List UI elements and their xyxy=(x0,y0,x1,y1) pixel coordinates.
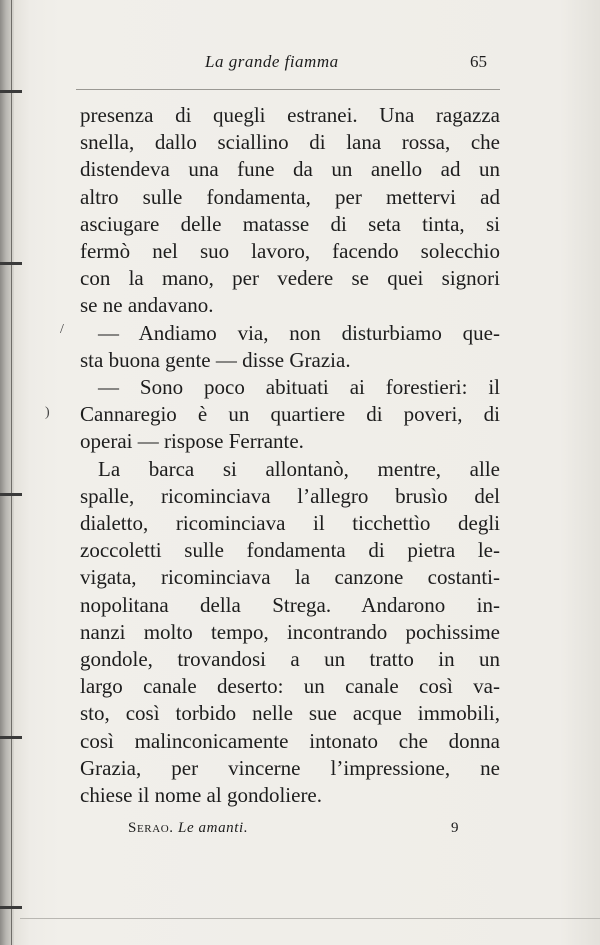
text-line: dialetto, ricominciava il ticchettìo degli xyxy=(80,511,500,536)
signature-line xyxy=(128,820,248,837)
text-line: con la mano, per vedere se quei signori xyxy=(80,266,500,291)
text-line: presenza di quegli estranei. Una ragazza xyxy=(80,103,500,127)
margin-mark: ) xyxy=(45,405,50,420)
text-line: così malinconicamente intonato che donna xyxy=(80,728,500,753)
binding-stitch xyxy=(0,493,22,496)
binding-stitch xyxy=(0,90,22,93)
binding-edge xyxy=(11,0,12,945)
text-line: nanzi molto tempo, incontrando pochissime xyxy=(80,619,500,644)
text-line: altro sulle fondamenta, per mettervi ad xyxy=(80,184,500,209)
text-line: gondole, trovandosi a un tratto in un xyxy=(80,647,500,672)
text-line: se ne andavano. xyxy=(80,293,214,318)
text-line: asciugare delle matasse di seta tinta, si xyxy=(80,211,500,236)
text-line: spalle, ricominciava l’allegro brusìo del xyxy=(80,483,500,508)
body-text xyxy=(80,102,500,809)
text-line: fermò nel suo lavoro, facendo solecchio xyxy=(80,239,500,264)
text-line: — Sono poco abituati ai forestieri: il xyxy=(98,375,500,400)
text-line: nopolitana della Strega. Andarono in- xyxy=(80,592,500,617)
text-line: Cannaregio è un quartiere di poveri, di xyxy=(80,402,500,427)
text-line: vigata, ricominciava la canzone costanti- xyxy=(80,565,500,590)
text-line: chiese il nome al gondoliere. xyxy=(80,783,323,808)
bottom-edge xyxy=(20,918,600,919)
header-rule xyxy=(76,89,500,90)
binding-stitch xyxy=(0,262,22,265)
text-line: distendeva una fune da un anello ad un xyxy=(80,157,500,182)
text-line: sto, così torbido nelle sue acque immobili, xyxy=(80,701,500,726)
text-line: sta buona gente — disse Grazia. xyxy=(80,347,351,372)
text-line: La barca si allontanò, mentre, alle xyxy=(98,456,500,481)
binding-stitch xyxy=(0,736,22,739)
text-line: operai — rispose Ferrante. xyxy=(80,429,304,454)
text-line: zoccoletti sulle fondamenta di pietra le- xyxy=(80,538,500,563)
page-number: 65 xyxy=(470,52,487,71)
text-line: — Andiamo via, non disturbiamo que- xyxy=(98,320,500,345)
margin-mark: / xyxy=(60,322,64,337)
text-line: Grazia, per vincerne l’impressione, ne xyxy=(80,755,500,780)
binding-stitch xyxy=(0,906,22,909)
signature-number: 9 xyxy=(451,820,459,836)
text-line: largo canale deserto: un canale così va- xyxy=(80,674,500,699)
running-title: La grande fiamma xyxy=(205,52,339,71)
author-name: Serao. xyxy=(128,820,174,836)
book-title: Le amanti. xyxy=(178,820,249,836)
text-line: snella, dallo sciallino di lana rossa, che xyxy=(80,130,500,155)
